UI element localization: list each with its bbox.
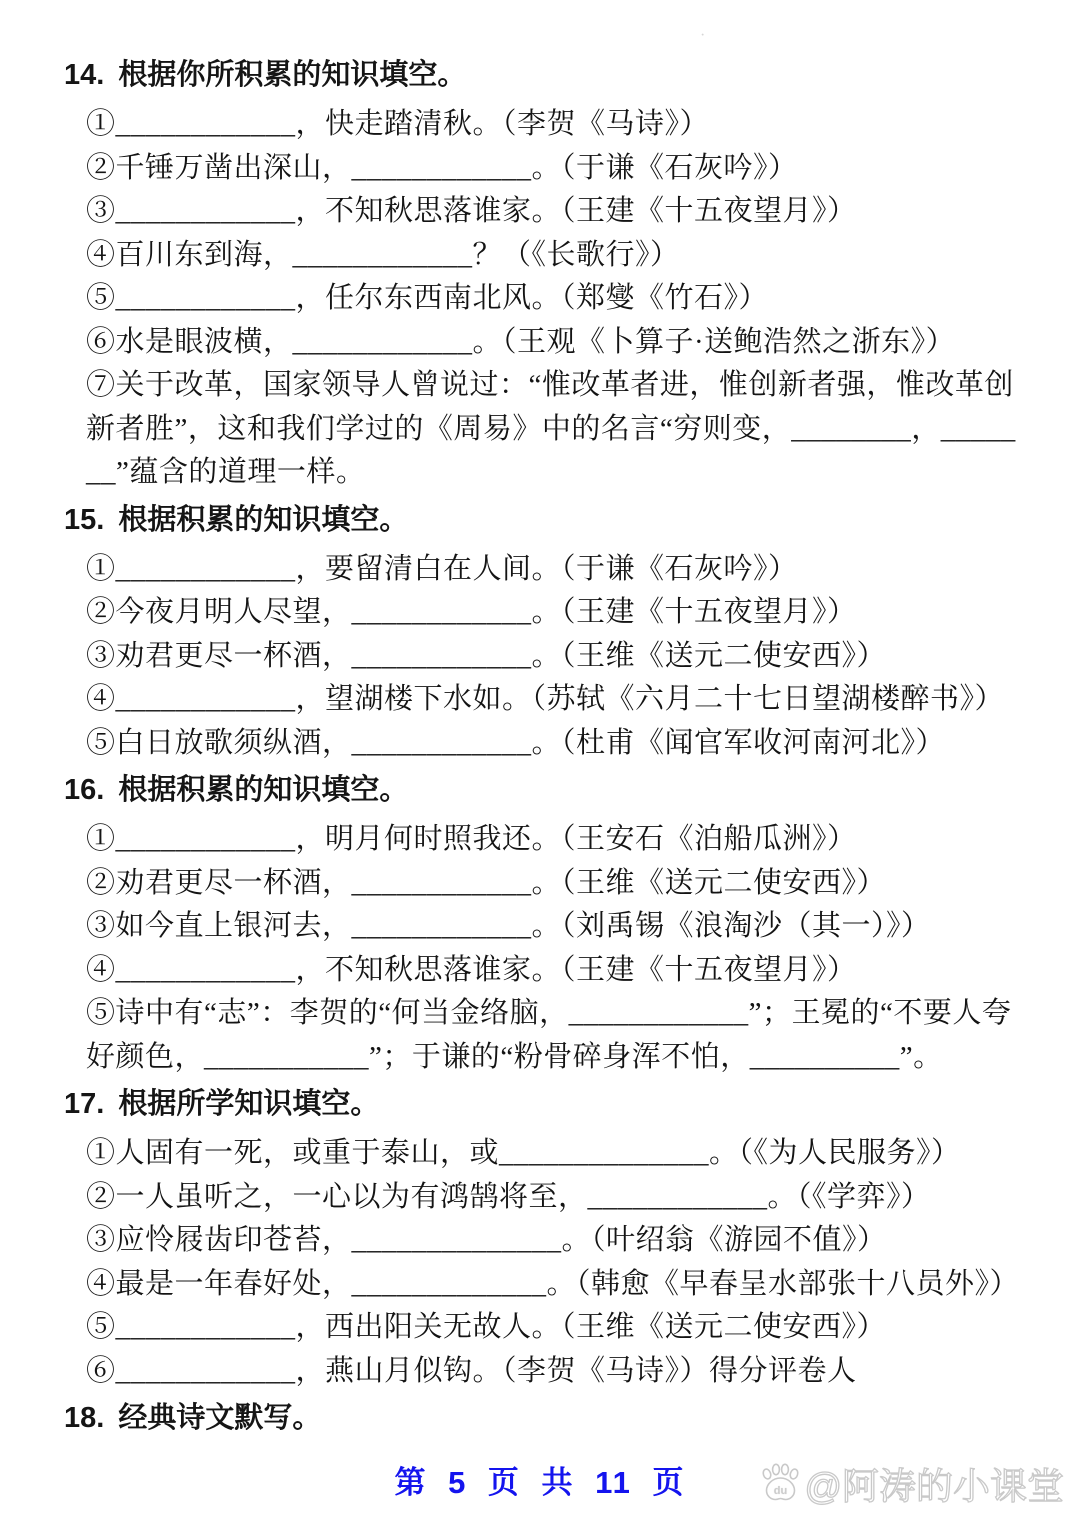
question-16-section (64, 769, 1022, 1079)
question-16-heading (64, 769, 1022, 812)
question-item: ③应怜屐齿印苍苔，______________。（叶绍翁《游园不值》） (86, 1224, 887, 1256)
question-title: 根据积累的知识填空。 (118, 503, 409, 536)
question-14-section (64, 54, 1022, 495)
paw-icon-text: du (774, 1485, 788, 1497)
question-17-heading (64, 1083, 1022, 1126)
question-number: 18. (64, 1402, 105, 1434)
question-item: ⑤____________，西出阳关无故人。（王维《送元二使安西》） (86, 1311, 887, 1343)
question-item: ③劝君更尽一杯酒，____________。（王维《送元二使安西》） (86, 639, 887, 672)
question-title: 根据积累的知识填空。 (118, 774, 409, 806)
question-item: ⑦关于改革，国家领导人曾说过：“惟改革者进，惟创新者强，惟改革创新者胜”，这和我们学过的《周易》中的名言“穷则变，________，_______”蕴含的道理一样。 (86, 369, 1016, 488)
question-item: ②今夜月明人尽望，____________。（王建《十五夜望月》） (86, 596, 857, 628)
question-18-heading (64, 1397, 1022, 1440)
question-14-heading (64, 54, 1022, 97)
question-title: 根据所学知识填空。 (118, 1088, 380, 1120)
question-17-section (64, 1083, 1022, 1393)
question-18-section (64, 1397, 1022, 1440)
question-item: ⑥水是眼波横，____________。（王观《卜算子·送鲍浩然之浙东》） (86, 325, 956, 358)
question-title: 根据你所积累的知识填空。 (118, 59, 467, 91)
question-number: 16. (64, 774, 105, 806)
question-item: ⑤____________，任尔东西南北风。（郑燮《竹石》） (86, 282, 769, 314)
question-item: ①____________，快走踏清秋。（李贺《马诗》） (86, 108, 710, 140)
question-item: ③如今直上银河去，____________。（刘禹锡《浪淘沙（其一）》） (86, 910, 931, 942)
question-15-heading (64, 499, 1022, 542)
question-item: ①人固有一死，或重于泰山，或______________。（《为人民服务》） (86, 1137, 961, 1169)
question-15-section (64, 499, 1022, 766)
question-number: 15. (64, 503, 105, 536)
question-item: ④____________，不知秋思落谁家。（王建《十五夜望月》） (86, 953, 857, 986)
question-number: 17. (64, 1088, 105, 1120)
question-item: ③____________，不知秋思落谁家。（王建《十五夜望月》） (86, 195, 857, 227)
question-number: 14. (64, 59, 105, 91)
question-item: ⑤诗中有“志”：李贺的“何当金络脑，____________”；王冕的“不要人夸好颜色，___________”；于谦的“粉骨碎身浑不怕，__________”。 (86, 997, 1012, 1073)
question-item: ②一人虽听之，一心以为有鸿鹄将至，____________。（《学弈》） (86, 1180, 931, 1213)
question-item: ①____________，明月何时照我还。（王安石《泊船瓜洲》） (86, 823, 857, 855)
page-number-indicator: 第 5 页 共 11 页 (394, 1465, 686, 1500)
question-item: ②劝君更尽一杯酒，____________。（王维《送元二使安西》） (86, 866, 887, 899)
question-item: ⑤白日放歌须纵酒，____________。（杜甫《闻官军收河南河北》） (86, 726, 946, 759)
question-item: ④最是一年春好处，_____________。（韩愈《早春呈水部张十八员外》） (86, 1267, 1020, 1300)
question-item: ④____________，望湖楼下水如。（苏轼《六月二十七日望湖楼醉书》） (86, 683, 1005, 715)
question-item: ①____________，要留清白在人间。（于谦《石灰吟》） (86, 552, 798, 585)
question-item: ⑥____________，燕山月似钩。（李贺《马诗》）得分评卷人 (86, 1354, 857, 1387)
question-item: ④百川东到海，____________？（《长歌行》） (86, 238, 680, 271)
watermark (758, 1456, 1064, 1510)
baidu-paw-icon (758, 1461, 802, 1505)
watermark-handle: @阿涛的小课堂 (804, 1466, 1064, 1507)
question-item: ②千锤万凿出深山，____________。（于谦《石灰吟》） (86, 151, 798, 184)
scan-artifact: · (700, 27, 706, 44)
question-title: 经典诗文默写。 (118, 1402, 322, 1434)
